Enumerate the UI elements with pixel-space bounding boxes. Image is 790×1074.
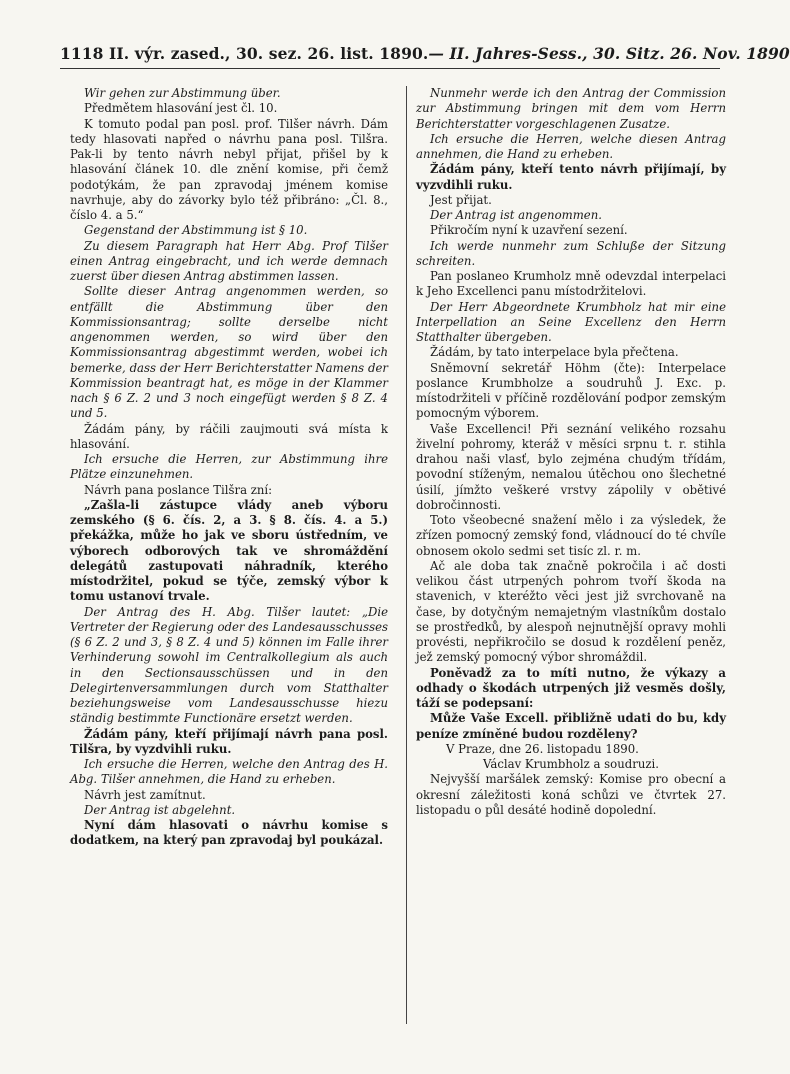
- paragraph: Přikročím nyní k uzavření sezení.: [430, 223, 628, 238]
- paragraph: Návrh jest zamítnut.: [84, 787, 206, 802]
- paragraph: Sollte dieser Antrag angenommen werden, so entfällt die Abstimmung über den Kommissionsantrag; sollte derselbe nicht angenommen werden, so wird über den Kommissionsantrag abgestimmt werden, wobei ich bemerke, dass der Herr Berichterstatter Namens der Kommission beantragt hat, es möge in der Klammer nach § 6 Z. 2 und 3 noch eingefügt werden § 8 Z. 4 und 5.: [70, 284, 388, 421]
- paragraph: Jest přijat.: [430, 192, 492, 207]
- paragraph: K tomuto podal pan posl. prof. Tilšer návrh. Dám tedy hlasovati napřed o návrhu pana posl. Tilšra. Pak-li by tento návrh nebyl přijat, přišel by k hlasování článek 10. dle znění komise, při čemž podotýkám, že pan zpravodaj jménem komise navrhuje, aby do závorky bylo též přibráno: „Čl. 8., číslo 4. a 5.“: [70, 116, 388, 222]
- paragraph: Zu diesem Paragraph hat Herr Abg. Prof Tilšer einen Antrag eingebracht, und ich werde demnach zuerst über diesen Antrag abstimmen lassen.: [70, 238, 388, 283]
- paragraph: Žádám pány, kteří přijímají návrh pana posl. Tilšra, by vyzdvihli ruku.: [70, 726, 388, 756]
- paragraph: Nejvyšší maršálek zemský: Komise pro obecní a okresní záležitosti koná schůzi ve čtvrtek 27. listopadu o půl desáté hodině dopolední.: [416, 772, 726, 817]
- paragraph: Předmětem hlasování jest čl. 10.: [84, 101, 278, 116]
- paragraph: Návrh pana poslance Tilšra zní:: [84, 482, 273, 497]
- header-right: — II. Jahres-Sess., 30. Sitz. 26. Nov. 1890: [428, 44, 790, 63]
- paragraph: Toto všeobecné snažení mělo i za výsledek, že zřízen pomocný zemský fond, vládnoucí do té chvíle obnosem okolo sedmi set tisíc zl. r. m.: [416, 513, 726, 558]
- header-left: 1118 II. výr. zased., 30. sez. 26. list. 1890.: [60, 44, 429, 63]
- paragraph: Der Antrag ist abgelehnt.: [84, 802, 236, 817]
- paragraph: Žádám pány, by ráčili zaujmouti svá místa k hlasování.: [70, 421, 388, 451]
- paragraph: Der Antrag des H. Abg. Tilšer lautet: „Die Vertreter der Regierung oder des Landesausschusses (§ 6 Z. 2 und 3, § 8 Z. 4 und 5) können im Falle ihrer Verhinderung sowohl im Centralkollegium als auch in den Sectionsausschüssen und in den Delegirtenversammlungen durch vom Statthalter beziehungsweise vom Landesausschusse hiezu ständig bestimmte Functionäre ersetzt werden.: [70, 604, 388, 726]
- paragraph: Může Vaše Excell. přibližně udati do bu, kdy peníze zmíněné budou rozděleny?: [416, 711, 726, 741]
- paragraph: Gegenstand der Abstimmung ist § 10.: [84, 223, 308, 238]
- paragraph: Vaše Excellenci! Při seznání velikého rozsahu živelní pohromy, kteráž v měsíci srpnu t. r. stihla drahou naši vlasť, bylo zejména chudým třídám, povodní stíženým, nemalou útěchou ono šlechetné úsilí, jímžto veškeré vrstvy zápolily v obětivé dobročinnosti.: [416, 421, 726, 512]
- left-column: [70, 86, 388, 849]
- paragraph: Ich ersuche die Herren, welche den Antrag des H. Abg. Tilšer annehmen, die Hand zu erheben.: [70, 757, 388, 787]
- paragraph: „Zašla-li zástupce vlády aneb výboru zemského (§ 6. čís. 2, a 3. § 8. čís. 4. a 5.) překážka, může ho jak ve sboru ústředním, ve výborech odborových tak ve shromáždění delegátů zastupovati náhradník, kterého místodržitel, pokud se týče, zemský výbor k tomu ustanoví trvale.: [70, 497, 388, 604]
- paragraph: Nunmehr werde ich den Antrag der Commission zur Abstimmung bringen mit dem vom Herrn Berichterstatter vorgeschlagenen Zusatze.: [416, 86, 726, 131]
- date-line: V Praze, dne 26. listopadu 1890.: [446, 741, 639, 756]
- paragraph: Žádám, by tato interpelace byla přečtena.: [430, 345, 679, 360]
- paragraph: Wir gehen zur Abstimmung über.: [84, 86, 281, 100]
- paragraph: Ich ersuche die Herren, zur Abstimmung ihre Plätze einzunehmen.: [70, 452, 388, 482]
- paragraph: Žádám pány, kteří tento návrh přijímají, by vyzvdihli ruku.: [416, 162, 726, 192]
- column-divider: [406, 86, 407, 1024]
- paragraph: Ich werde nunmehr zum Schluße der Sitzung schreiten.: [416, 238, 726, 268]
- right-column: [416, 86, 726, 818]
- paragraph: Der Herr Abgeordnete Krumbholz hat mir eine Interpellation an Seine Excellenz den Herrn Statthalter übergeben.: [416, 299, 726, 344]
- paragraph: Ač ale doba tak značně pokročila i ač dosti velikou část utrpených pohrom tvoří škoda na stavenich, v kteréžto věci jest již svrchovaně na čase, by dotyčným nemajetným vlastníkům dostalo se prostředků, by alespoň nejnutnější opravy mohli provésti, nepřikročilo se dosud k rozdělení peněz, jež zemský pomocný výbor shromáždil.: [416, 558, 726, 665]
- paragraph: Poněvadž za to míti nutno, že výkazy a odhady o škodách utrpených již vesměs došly, táží se podepsaní:: [416, 665, 726, 710]
- signature-line: Václav Krumbholz a soudruzi.: [483, 757, 659, 771]
- paragraph: Ich ersuche die Herren, welche diesen Antrag annehmen, die Hand zu erheben.: [416, 131, 726, 161]
- paragraph: Pan poslaneo Krumholz mně odevzdal interpelaci k Jeho Excellenci panu místodržitelovi.: [416, 269, 726, 299]
- paragraph: Der Antrag ist angenommen.: [430, 208, 602, 222]
- paragraph: Sněmovní sekretář Höhm (čte): Interpelace poslance Krumbholze a soudruhů J. Exc. p. místodržiteli v příčině rozdělování podpor zemským pomocným výborem.: [416, 360, 726, 421]
- paragraph: Nyní dám hlasovati o návrhu komise s dodatkem, na který pan zpravodaj byl poukázal.: [70, 818, 388, 848]
- page-header: [60, 44, 790, 69]
